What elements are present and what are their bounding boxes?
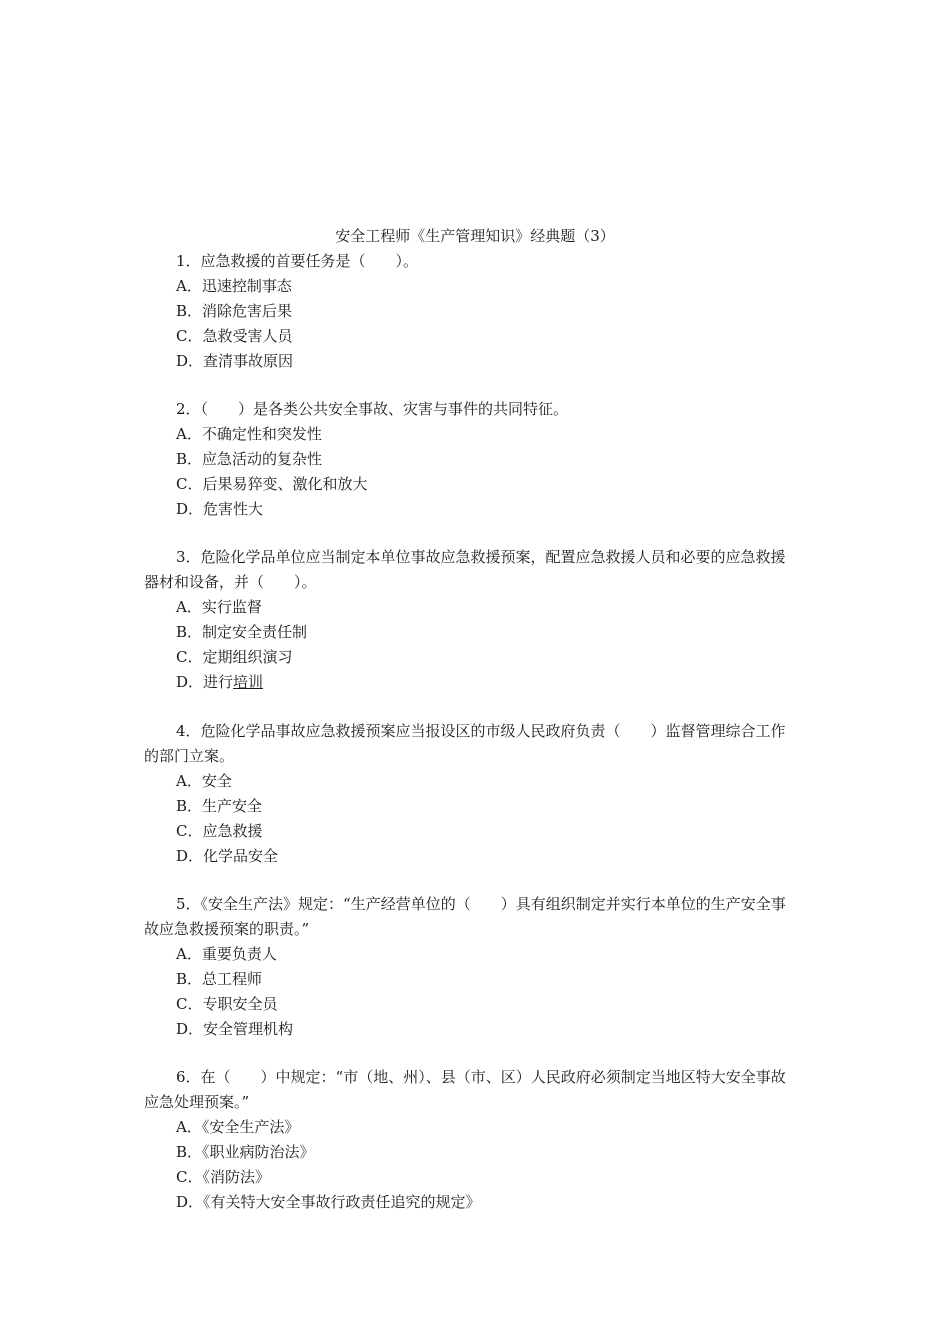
option-d: D．危害性大 (176, 500, 264, 518)
option-d-prefix: D．进行 (176, 673, 234, 691)
question-stem: 3．危险化学品单位应当制定本单位事故应急救援预案，配置应急救援人员和必要的应急救援器材和设备，并（ ）。 (144, 548, 786, 591)
option-c: C．后果易猝变、激化和放大 (176, 475, 368, 493)
option-a: A．安全 (176, 772, 232, 790)
option-c: C．应急救援 (176, 822, 263, 840)
option-b: B．制定安全责任制 (176, 623, 308, 641)
option-a: A．实行监督 (176, 598, 262, 616)
question-2 (144, 397, 800, 522)
question-stem: 5．《安全生产法》规定：“生产经营单位的（ ）具有组织制定并实行本单位的生产安全事故应急救援预案的职责。” (144, 895, 786, 938)
option-b: B．总工程师 (176, 970, 263, 988)
option-d: D．查清事故原因 (176, 352, 294, 370)
question-stem: 1．应急救援的首要任务是（ ）。 (176, 252, 419, 270)
question-stem: 2．（ ）是各类公共安全事故、灾害与事件的共同特征。 (176, 400, 569, 418)
option-d: D．化学品安全 (176, 847, 279, 865)
underlined-link-text[interactable]: 培训 (233, 673, 264, 691)
option-a: A．重要负责人 (176, 945, 277, 963)
option-a: A．《安全生产法》 (176, 1118, 300, 1136)
question-6 (144, 1065, 800, 1215)
option-a: A．不确定性和突发性 (176, 425, 322, 443)
option-b: B．消除危害后果 (176, 302, 293, 320)
question-stem: 4．危险化学品事故应急救援预案应当报设区的市级人民政府负责（ ）监督管理综合工作的部门立案。 (144, 722, 786, 765)
question-stem: 6．在（ ）中规定：“市（地、州）、县（市、区）人民政府必须制定当地区特大安全事故应急处理预案。” (144, 1068, 786, 1111)
question-4 (144, 719, 800, 869)
option-a: A．迅速控制事态 (176, 277, 292, 295)
option-c: C．专职安全员 (176, 995, 278, 1013)
question-5 (144, 892, 800, 1042)
option-d: D．安全管理机构 (176, 1020, 294, 1038)
option-d: D．《有关特大安全事故行政责任追究的规定》 (176, 1193, 481, 1211)
question-1 (144, 249, 800, 374)
option-c: C．《消防法》 (176, 1168, 270, 1186)
option-d (144, 670, 800, 695)
option-c: C．急救受害人员 (176, 327, 293, 345)
document-title: 安全工程师《生产管理知识》经典题（3） (335, 227, 615, 245)
question-3 (144, 545, 800, 695)
option-b: B．应急活动的复杂性 (176, 450, 323, 468)
option-c: C．定期组织演习 (176, 648, 293, 666)
option-b: B．《职业病防治法》 (176, 1143, 315, 1161)
option-b: B．生产安全 (176, 797, 263, 815)
